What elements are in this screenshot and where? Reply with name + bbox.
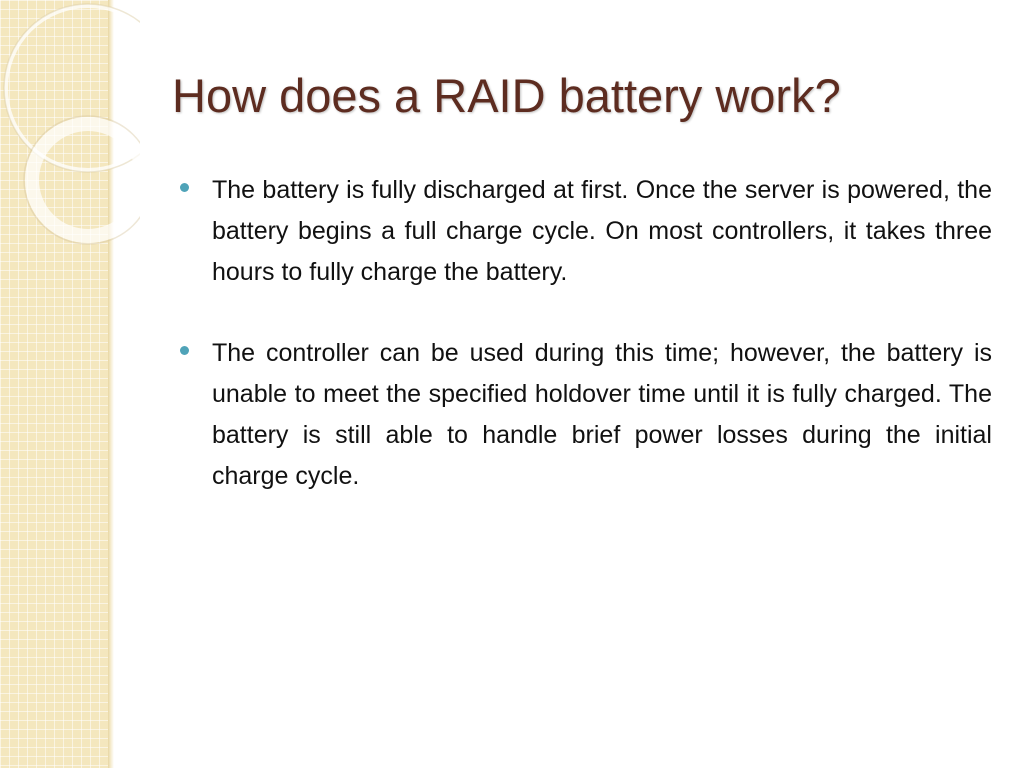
bullet-list <box>180 170 992 537</box>
decorative-sidebar <box>0 0 112 768</box>
bullet-item <box>180 333 992 497</box>
bullet-item <box>180 170 992 293</box>
sidebar-edge <box>108 0 114 768</box>
bullet-icon <box>180 183 189 192</box>
bullet-icon <box>180 346 189 355</box>
slide-title: How does a RAID battery work? <box>172 69 841 122</box>
bullet-text: The controller can be used during this time; however, the battery is unable to meet the specified holdover time until it is fully charged. The battery is still able to handle brief power losses during the initial charge cycle. <box>212 339 992 490</box>
bullet-text: The battery is fully discharged at first. Once the server is powered, the battery begins a full charge cycle. On most controllers, it takes three hours to fully charge the battery. <box>212 176 992 286</box>
